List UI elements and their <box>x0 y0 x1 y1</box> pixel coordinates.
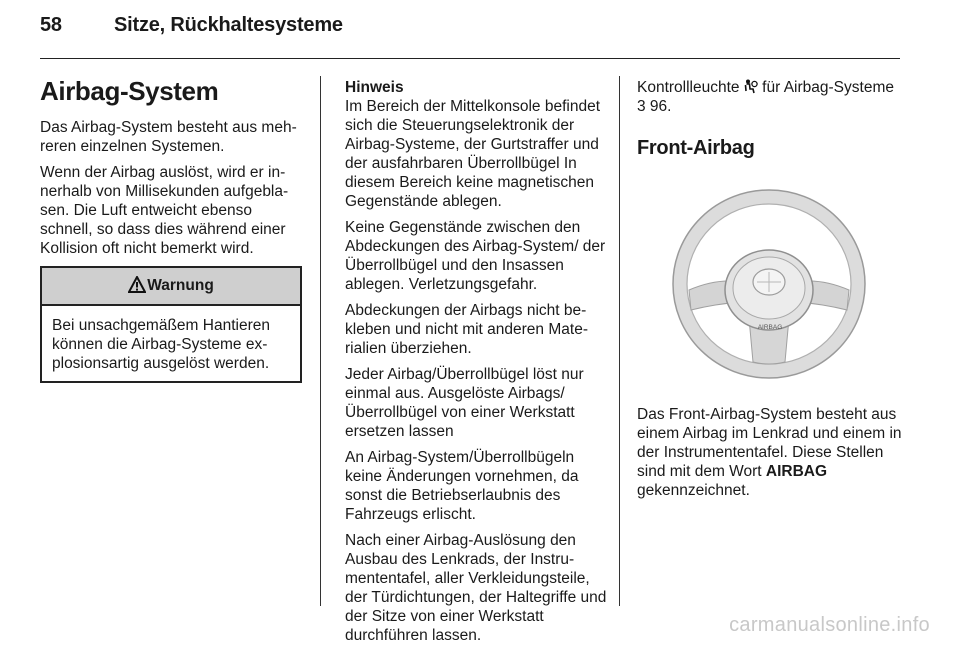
airbag-warning-icon <box>744 79 758 94</box>
front-airbag-title: Front-Airbag <box>637 137 755 159</box>
warning-header <box>42 268 300 306</box>
note-paragraph-4: Jeder Airbag/Überrollbügel löst nur einmal aus. Ausgelöste Airbags/ Überrollbügel von einer Werkstatt ersetzen lassen <box>345 366 584 440</box>
note-title: Hinweis <box>345 79 404 96</box>
page-header <box>40 14 343 37</box>
note-paragraph-3: Abdeckungen der Airbags nicht bekleben und nicht mit anderen Materialien überziehen. <box>345 302 588 357</box>
indicator-text-after: für Airbag-Systeme <box>762 79 894 96</box>
wheel-airbag-label: AIRBAG <box>757 324 783 331</box>
watermark: carmanualsonline.info <box>729 614 930 636</box>
column-right <box>637 78 903 507</box>
warning-box <box>40 266 302 383</box>
chapter-title: Sitze, Rückhaltesysteme <box>114 14 343 36</box>
intro-paragraph: Das Airbag-System besteht aus mehreren einzelnen Systemen. <box>40 119 297 155</box>
description-text: Das Front-Airbag-System besteht aus einem Airbag im Lenkrad und einem in der Instrumententafel. Diese Stellen sind mit dem Wort <box>637 406 902 480</box>
warning-title: Warnung <box>147 277 214 294</box>
note-paragraph-5: An Airbag-System/Überrollbügeln keine Änderungen vornehmen, da sonst die Betriebserlaubnis des Fahrzeugs erlischt. <box>345 449 579 523</box>
column-left <box>40 76 306 383</box>
page-reference: 3 96. <box>637 98 672 115</box>
page-number: 58 <box>40 14 62 36</box>
front-airbag-description <box>637 405 903 500</box>
indicator-text-before: Kontrollleuchte <box>637 79 740 96</box>
warning-triangle-icon <box>128 276 146 293</box>
column-divider-left <box>320 76 321 606</box>
indicator-line <box>637 78 903 97</box>
note-paragraph-6: Nach einer Airbag-Auslösung den Ausbau des Lenkrads, der Instrumententafel, aller Verkleidungsteile, der Türdichtungen, der Haltegriffe und der Sitze von einer Werkstatt durchführen lassen. <box>345 532 607 644</box>
header-rule <box>40 58 900 59</box>
section-title: Airbag-System <box>40 76 219 106</box>
warning-text: Bei unsachgemäßem Hantieren können die Airbag-Systeme explosionsartig ausgelöst werden. <box>52 317 270 372</box>
airbag-keyword: AIRBAG <box>765 463 828 480</box>
column-divider-right <box>619 76 620 606</box>
description-end: gekennzeichnet. <box>637 482 750 499</box>
note-paragraph-2: Keine Gegenstände zwischen den Abdeckungen des Airbag-System/ der Überrollbügel und den Insassen ablegen. Verletzungsgefahr. <box>345 219 606 293</box>
steering-wheel-illustration <box>637 178 901 386</box>
deploy-paragraph: Wenn der Airbag auslöst, wird er innerhalb von Millisekunden aufgeblasen. Die Luft entweicht ebenso schnell, so dass dies während einer Kollision oft nicht bemerkt wird. <box>40 164 289 257</box>
column-middle <box>345 78 607 652</box>
note-paragraph-1: Im Bereich der Mittelkonsole befindet sich die Steuerungselektronik der Airbag-Systeme, der Gurtstraffer und der ausfahrbaren Überrollbügel In diesem Bereich keine magnetischen Gegenstände ablegen. <box>345 98 601 210</box>
